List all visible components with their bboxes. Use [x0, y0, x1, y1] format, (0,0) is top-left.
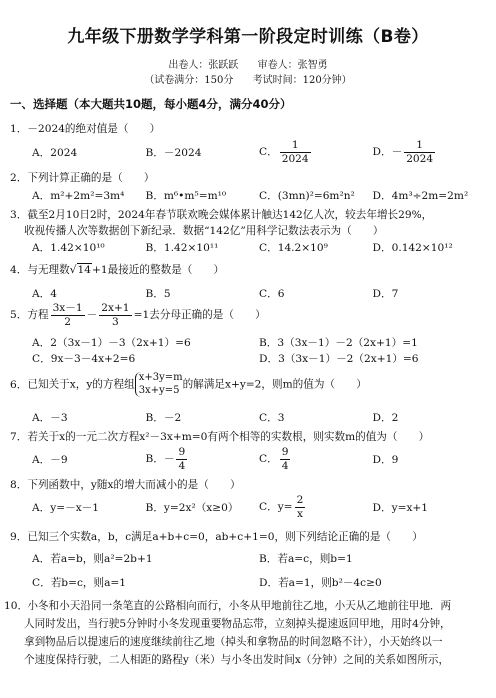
option-a: A．若a=b，则a²=2b+1 — [32, 553, 153, 565]
denominator: 2024 — [406, 152, 434, 165]
option-label: C． — [259, 453, 278, 466]
option-d: D．y=x+1 — [372, 502, 429, 514]
question-number: 1． — [10, 123, 28, 135]
question-9 — [10, 529, 482, 544]
option-d: D．9 — [372, 454, 399, 466]
option-a: A．2（3x－1）－3（2x+1）=6 — [32, 337, 191, 349]
fraction — [295, 495, 306, 519]
exam-authors — [0, 56, 496, 71]
denominator: 4 — [281, 459, 289, 472]
equation-2: 3x+y=5 — [138, 384, 180, 396]
option-d: D．0.142×10¹² — [372, 242, 453, 254]
question-number: 3． — [10, 209, 28, 221]
option-b: B．m⁶•m⁵=m¹⁰ — [145, 190, 227, 202]
question-number: 9． — [10, 531, 28, 543]
question-4 — [10, 262, 482, 277]
exam-info — [0, 71, 496, 86]
denominator: 2 — [64, 315, 71, 328]
option-label: C．y= — [259, 501, 293, 514]
question-3 — [10, 207, 482, 222]
question-6 — [10, 372, 482, 397]
option-a: A．2024 — [32, 147, 78, 159]
question-text: 已知关于x，y的方程组 — [27, 378, 135, 391]
question-10-line-4: 个速度保持行驶，二人相距的路程y（米）与小冬出发时间x（分钟）之间的关系如图所示， — [24, 654, 450, 666]
question-number: 5． — [10, 309, 28, 322]
question-text-post: +1最接近的整数是（ ） — [92, 264, 225, 276]
question-6-options — [32, 410, 486, 425]
option-b: B．3（3x－1）－2（2x+1）=1 — [259, 337, 418, 349]
question-text-post: 的解满足x+y=2，则m的值为（ ） — [182, 378, 367, 391]
option-a: A．－9 — [32, 454, 68, 466]
option-d: D．2 — [372, 412, 399, 424]
question-8-options — [32, 495, 486, 519]
option-a: A．－3 — [32, 412, 68, 424]
numerator: 1 — [280, 140, 311, 153]
option-label: B．－ — [145, 453, 175, 466]
question-9-options-row-2 — [32, 575, 486, 590]
option-b: B．－2 — [145, 412, 182, 424]
question-text: 已知三个实数a，b，c满足a+b+c=0，ab+c+1=0，则下列结论正确的是（ ） — [27, 531, 423, 543]
option-b — [146, 447, 260, 471]
question-text: 若关于x的一元二次方程x²－3x+m=0有两个相等的实数根，则实数m的值为（ ） — [27, 431, 430, 443]
question-5-options-row-1 — [32, 335, 486, 350]
option-b: B．若a=c，则b=1 — [259, 553, 353, 565]
denominator: x — [296, 507, 303, 520]
option-b: B．1.42×10¹¹ — [145, 242, 219, 254]
option-a: A．1.42×10¹⁰ — [32, 242, 105, 254]
question-1 — [10, 121, 482, 136]
fraction — [176, 447, 187, 471]
question-text-post: =1去分母正确的是（ ） — [133, 309, 266, 322]
numerator: 9 — [178, 446, 186, 458]
author-label: 出卷人：张跃跃 — [168, 60, 239, 71]
question-text-line-1: 截至2月10日2时，2024年春节联欢晚会媒体累计触达142亿人次，较去年增长29%， — [27, 209, 433, 221]
option-d: D．4m³÷2m=2m² — [372, 190, 469, 202]
option-a: A．y=－x－1 — [32, 502, 100, 514]
minus-sign: － — [86, 309, 98, 322]
numerator: 9 — [281, 446, 289, 458]
question-2-options — [32, 188, 486, 203]
option-label: D．－ — [372, 146, 403, 159]
denominator: 4 — [178, 459, 186, 472]
fraction — [51, 303, 85, 327]
question-number: 8． — [10, 479, 28, 491]
question-10 — [4, 598, 482, 613]
question-10-line-3: 拿到物品后以提速后的速度继续前往乙地（掉头和拿物品的时间忽略不计），小天始终以一 — [24, 636, 443, 648]
question-4-options — [32, 286, 486, 301]
fraction — [280, 140, 311, 164]
option-c: C．若b=c，则a=1 — [32, 577, 127, 589]
denominator: 3 — [112, 315, 119, 328]
question-2 — [10, 170, 482, 185]
option-d: D．3（3x－1）－2（2x+1）=6 — [259, 353, 419, 365]
fraction — [99, 303, 131, 327]
option-d: D．7 — [372, 288, 399, 300]
question-5 — [10, 302, 482, 328]
section-heading: 一、选择题（本大题共10题，每小题4分，满分40分） — [10, 97, 292, 111]
option-b: B．y=2x²（x≥0） — [145, 502, 239, 514]
question-7 — [10, 429, 482, 444]
question-number: 10． — [4, 600, 29, 612]
fraction — [404, 140, 435, 164]
denominator: 2024 — [281, 152, 309, 165]
option-a: A．m²+2m²=3m⁴ — [32, 190, 125, 202]
question-number: 2． — [10, 172, 28, 184]
option-c: C．6 — [259, 288, 285, 300]
equation-1: x+3y=m — [138, 372, 183, 383]
question-9-options-row-1 — [32, 551, 486, 566]
time-label: 考试时间：120分钟） — [252, 75, 352, 86]
numerator: 1 — [404, 140, 435, 153]
question-3-line-2: 收视传播人次等数据创下新纪录．数据“142亿”用科学记数法表示为（ ） — [24, 225, 384, 237]
option-b: B．5 — [145, 288, 171, 300]
question-7-options — [32, 447, 486, 471]
question-10-line-2: 人同时发出，当行驶5分钟时小冬发现重要物品忘带，立刻掉头提速返回甲地，用时4分钟， — [24, 618, 451, 630]
question-text: 下列函数中，y随x的增大而减小的是（ ） — [27, 479, 241, 491]
option-a: A．4 — [32, 288, 57, 300]
numerator: 2 — [296, 494, 304, 506]
sqrt-icon: √ — [69, 264, 77, 276]
reviewer-label: 审卷人：张智勇 — [257, 60, 328, 71]
question-1-options — [32, 140, 486, 164]
question-text: 与无理数 — [27, 264, 70, 276]
option-c — [259, 447, 373, 471]
question-text: 方程 — [27, 309, 49, 322]
fraction — [280, 447, 291, 471]
option-c — [259, 495, 373, 519]
option-c: C．3 — [259, 412, 285, 424]
question-text-line-1: 小冬和小天沿同一条笔直的公路相向而行，小冬从甲地前往乙地，小天从乙地前往甲地．两 — [27, 600, 452, 612]
radicand: 14 — [77, 264, 91, 276]
option-c: C．(3mn)²=6m²n² — [259, 190, 355, 202]
option-d: D．若a=1，则b²－4c≥0 — [259, 577, 382, 589]
question-number: 7． — [10, 431, 28, 443]
question-3-options — [32, 240, 486, 255]
option-b: B．－2024 — [145, 147, 202, 159]
question-5-options-row-2 — [32, 351, 486, 366]
question-text: 下列计算正确的是（ ） — [27, 172, 155, 184]
option-c — [259, 140, 373, 164]
question-number: 6． — [10, 378, 28, 391]
numerator: 2x+1 — [101, 302, 130, 314]
option-c: C．9x－3－4x+2=6 — [32, 353, 136, 365]
question-8 — [10, 477, 482, 492]
option-d — [373, 140, 487, 164]
option-c: C．14.2×10⁹ — [259, 242, 328, 254]
question-text: －2024的绝对值是（ ） — [27, 123, 161, 135]
equation-system — [135, 372, 183, 397]
exam-title: 九年级下册数学学科第一阶段定时训练（B卷） — [67, 27, 429, 47]
numerator: 3x－1 — [52, 302, 83, 314]
option-label: C． — [259, 146, 278, 159]
question-number: 4． — [10, 264, 28, 276]
score-label: （试卷满分：150分 — [144, 75, 234, 86]
